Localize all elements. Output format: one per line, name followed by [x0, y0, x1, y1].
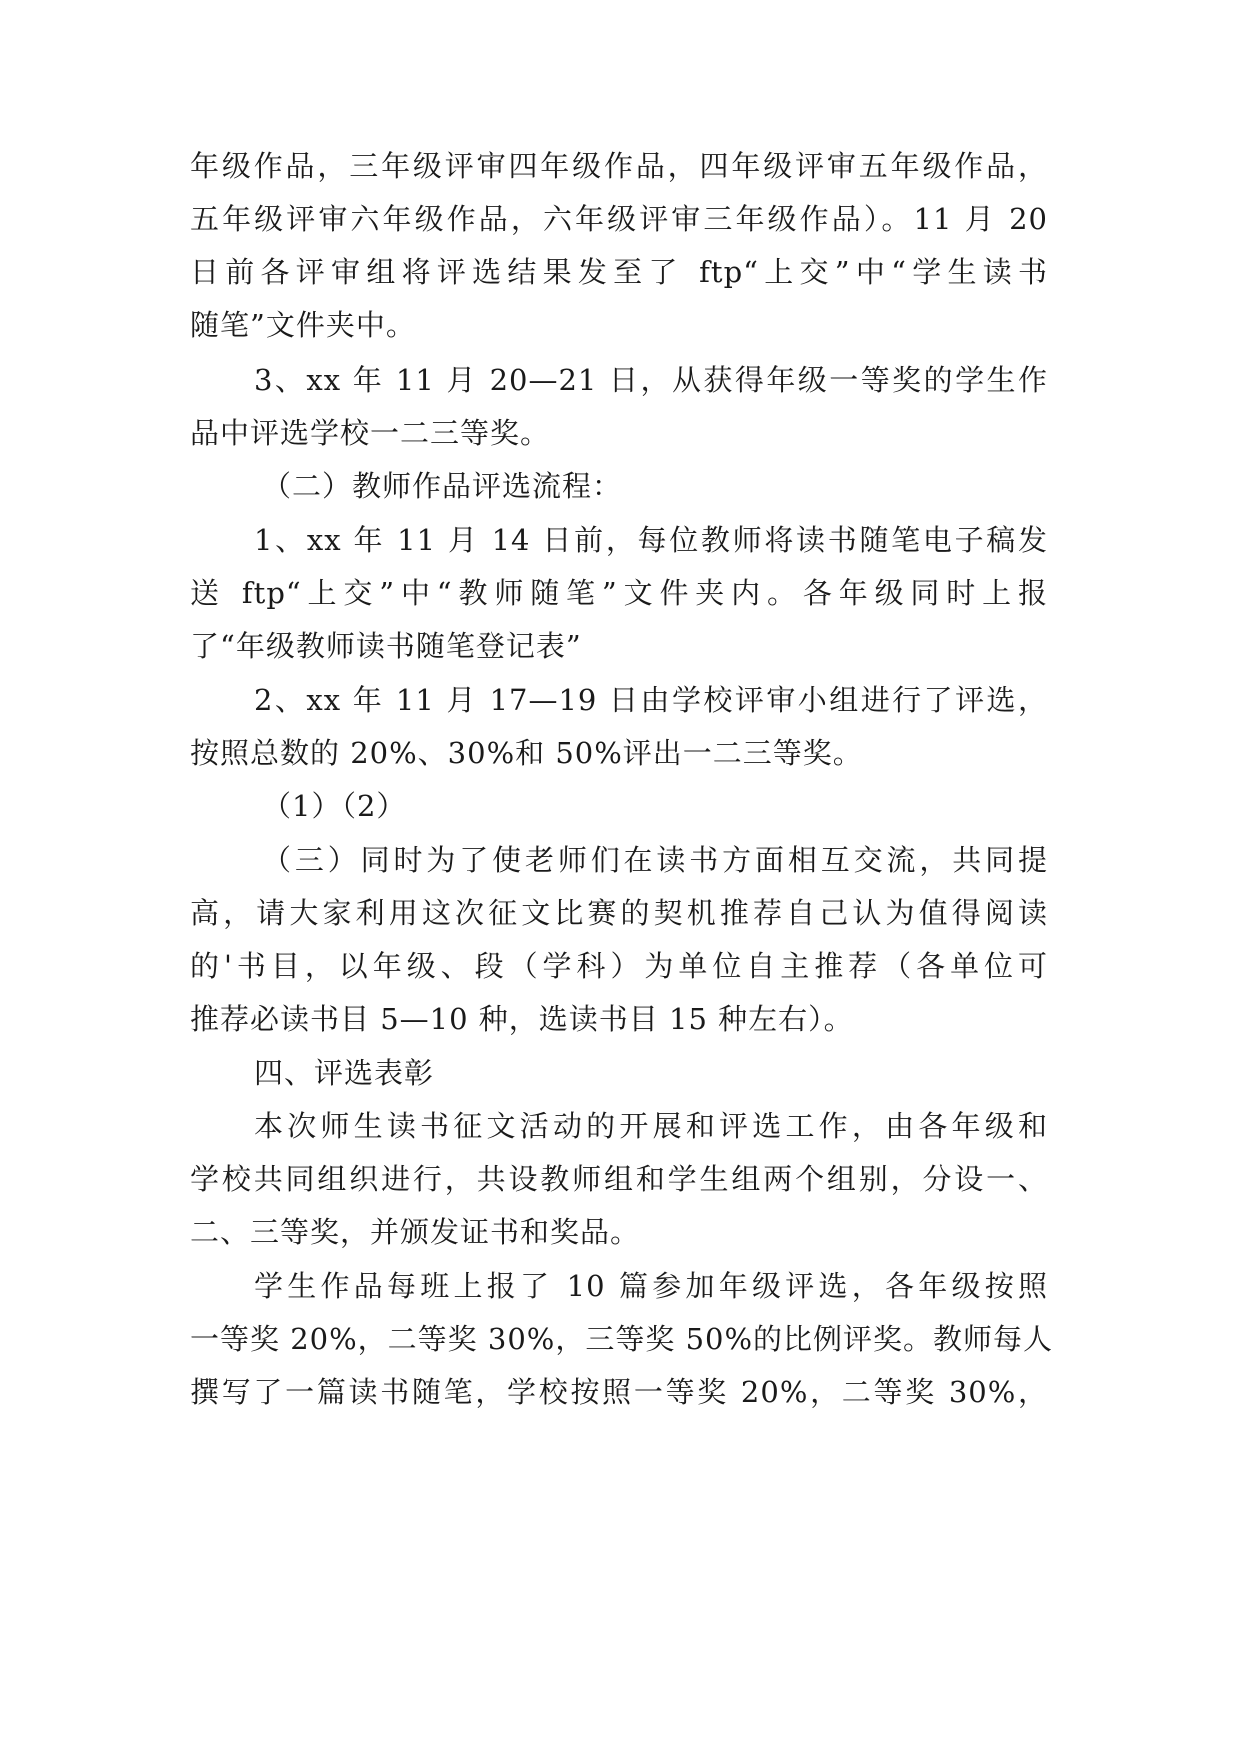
- paragraph-line-8: 1、xx 年 11 月 14 日前，每位教师将读书随笔电子稿发: [254, 523, 1048, 557]
- paragraph-line-16: 的'书目，以年级、段（学科）为单位自主推荐（各单位可: [190, 949, 1048, 983]
- paragraph-line-14: （三）同时为了使老师们在读书方面相互交流，共同提: [262, 843, 1048, 877]
- paragraph-line-6: 品中评选学校一二三等奖。: [190, 416, 551, 450]
- section-heading-awards: 四、评选表彰: [254, 1056, 435, 1090]
- section-heading-teacher-process: （二）教师作品评选流程：: [262, 469, 623, 503]
- paragraph-line-19: 本次师生读书征文活动的开展和评选工作，由各年级和: [254, 1109, 1048, 1143]
- paragraph-line-5: 3、xx 年 11 月 20—21 日，从获得年级一等奖的学生作: [254, 363, 1048, 397]
- paragraph-line-4: 随笔”文件夹中。: [190, 308, 416, 342]
- paragraph-line-21: 二、三等奖，并颁发证书和奖品。: [190, 1215, 641, 1249]
- paragraph-line-2: 五年级评审六年级作品，六年级评审三年级作品）。11 月 20: [190, 202, 1048, 236]
- paragraph-line-10: 了“年级教师读书随笔登记表”: [190, 629, 582, 663]
- paragraph-line-24: 撰写了一篇读书随笔，学校按照一等奖 20%，二等奖 30%，: [190, 1375, 1048, 1409]
- paragraph-line-9: 送 ftp“上交”中“教师随笔”文件夹内。各年级同时上报: [190, 576, 1048, 610]
- paragraph-line-1: 年级作品，三年级评审四年级作品，四年级评审五年级作品，: [190, 149, 1048, 183]
- paragraph-line-15: 高，请大家利用这次征文比赛的契机推荐自己认为值得阅读: [190, 896, 1048, 930]
- paragraph-line-23: 一等奖 20%，二等奖 30%，三等奖 50%的比例评奖。教师每人: [190, 1322, 1054, 1356]
- paragraph-line-20: 学校共同组织进行，共设教师组和学生组两个组别，分设一、: [190, 1162, 1048, 1196]
- paragraph-line-12: 按照总数的 20%、30%和 50%评出一二三等奖。: [190, 736, 863, 770]
- paragraph-line-22: 学生作品每班上报了 10 篇参加年级评选，各年级按照: [254, 1269, 1048, 1303]
- paragraph-line-13: （1）（2）: [262, 789, 407, 823]
- paragraph-line-11: 2、xx 年 11 月 17—19 日由学校评审小组进行了评选，: [254, 683, 1048, 717]
- paragraph-line-3: 日前各评审组将评选结果发至了 ftp“上交”中“学生读书: [190, 255, 1048, 289]
- paragraph-line-17: 推荐必读书目 5—10 种，选读书目 15 种左右）。: [190, 1002, 854, 1036]
